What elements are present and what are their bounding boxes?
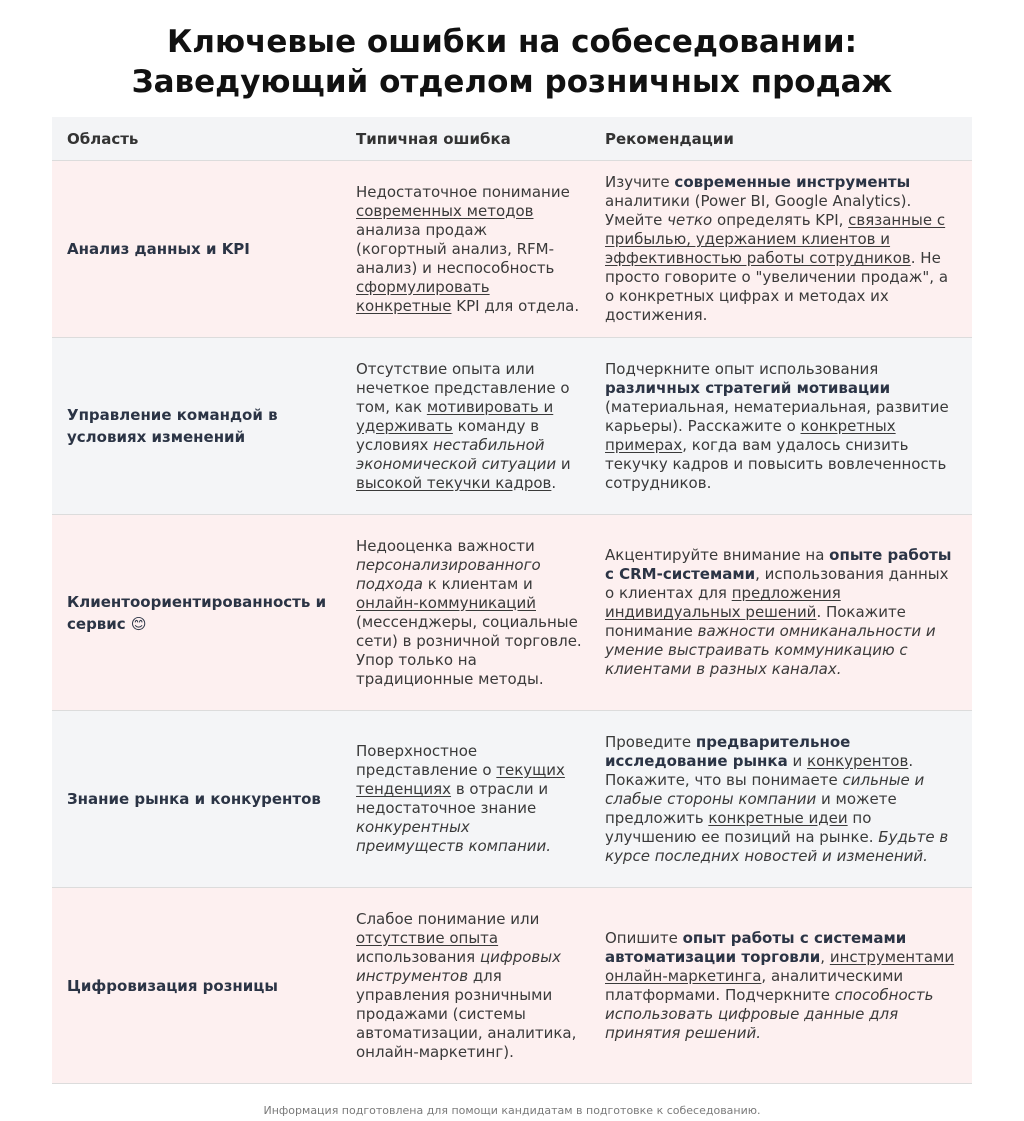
text-segment: , использования данных о клиентах для [605,565,949,602]
text-segment: сильные и слабые стороны компании [605,770,925,808]
text-segment: Опишите [605,928,683,947]
text-segment: отсутствие опыта [356,928,499,947]
text-segment: сформулировать конкретные [356,277,490,315]
text-segment: связанные с прибылью, удержанием клиентов и эффективностью работы сотрудников [605,211,946,267]
text-segment: Поверхностное представление о [356,742,497,779]
text-segment: современных методов [356,201,534,220]
table-row [52,711,972,888]
text-segment: и [787,751,808,770]
row-error [341,338,590,515]
text-segment: цифровых инструментов [356,947,561,985]
text-segment: конкурентных преимуществ компании. [356,818,552,855]
text-segment: персонализированного подхода [356,555,541,593]
text-segment: современные инструменты [674,173,911,191]
text-segment: способность использовать цифровые данные для принятия решений. [605,985,934,1042]
text-segment: онлайн-коммуникаций [356,593,536,612]
table-row [52,338,972,515]
row-error [341,888,590,1084]
text-segment: конкретных примерах [605,416,896,454]
text-segment: для управления розничными продажами (системы автоматизации, аналитика, онлайн-маркетинг). [356,966,577,1061]
row-area: Управление командой в условиях изменений [52,338,341,515]
text-segment: четко [667,211,713,229]
text-segment: по улучшению ее позиций на рынке. [605,808,879,846]
text-segment: Слабое понимание или [356,909,540,928]
text-segment: Недостаточное понимание [356,182,570,201]
text-segment: Акцентируйте внимание на [605,546,830,564]
text-segment: Подчеркните опыт использования [605,359,879,378]
table-header-row [52,117,972,161]
mistakes-table [52,117,972,1084]
text-segment: KPI для отдела. [451,296,580,315]
row-area: Клиентоориентированность и сервис 😊 [52,515,341,711]
row-error [341,515,590,711]
row-recommendation [590,338,972,515]
text-segment: конкретные идеи [708,808,848,827]
text-segment: . [551,473,557,492]
text-segment: Изучите [605,173,675,191]
text-segment: важности омниканальности и умение выстраивать коммуникацию с клиентами в разных каналах. [605,622,936,678]
text-segment: Отсутствие опыта или нечеткое представление о том, как [356,359,570,416]
row-recommendation [590,515,972,711]
page-title-line-1: Ключевые ошибки на собеседовании: [166,24,858,60]
row-area: Анализ данных и KPI [52,161,341,338]
text-segment: анализа продаж (когортный анализ, RFM-анализ) и неспособность [356,220,555,277]
page-title-line-2: Заведующий отделом розничных продаж [131,64,893,100]
row-error [341,711,590,888]
row-recommendation [590,711,972,888]
text-segment: нестабильной экономической ситуации [356,435,557,473]
header-recommendations: Рекомендации [590,117,972,161]
table-row [52,515,972,711]
text-segment: определять KPI, [712,211,849,229]
text-segment: опыте работы с CRM-системами [605,546,952,583]
text-segment: и можете предложить [605,789,897,827]
text-segment: . Не просто говорите о "увеличении продаж", а о конкретных цифрах и методах их достижения. [605,249,949,324]
text-segment: предварительное исследование рынка [605,732,851,770]
text-segment: команду в условиях [356,416,540,454]
text-segment: высокой текучки кадров [356,473,552,492]
footer-note: Информация подготовлена для помощи кандидатам в подготовке к собеседованию. [263,1104,761,1117]
text-segment: использования [356,947,480,966]
table-row [52,161,972,338]
row-area: Знание рынка и конкурентов [52,711,341,888]
row-recommendation [590,888,972,1084]
row-recommendation [590,161,972,338]
text-segment: конкурентов [807,751,909,770]
text-segment: , [820,947,830,966]
text-segment: аналитики (Power BI, Google Analytics). Умейте [605,192,912,229]
text-segment: . Покажите понимание [605,603,906,640]
table-row [52,888,972,1084]
text-segment: (материальная, нематериальная, развитие карьеры). Расскажите о [605,397,949,435]
text-segment: Проведите [605,732,696,751]
text-segment: различных стратегий мотивации [605,378,891,397]
header-area: Область [52,117,341,161]
text-segment: текущих тенденциях [356,761,565,798]
text-segment: и [556,454,571,473]
page-title [0,0,1024,102]
text-segment: мотивировать и удерживать [356,397,554,435]
header-typical-error: Типичная ошибка [341,117,590,161]
text-segment: в отрасли и недостаточное знание [356,780,549,817]
text-segment: . Покажите, что вы понимаете [605,751,914,789]
text-segment: опыт работы с системами автоматизации торговли [605,928,907,966]
row-area: Цифровизация розницы [52,888,341,1084]
row-error [341,161,590,338]
text-segment: к клиентам и [422,574,533,593]
text-segment: (мессенджеры, социальные сети) в розничной торговле. Упор только на традиционные методы. [356,612,582,688]
text-segment: Недооценка важности [356,536,535,555]
text-segment: предложения индивидуальных решений [605,584,841,621]
text-segment: Будьте в курсе последних новостей и изменений. [605,827,949,865]
text-segment: , когда вам удалось снизить текучку кадров и повысить вовлеченность сотрудников. [605,435,947,492]
text-segment: инструментами онлайн-маркетинга [605,947,955,985]
text-segment: , аналитическими платформами. Подчеркните [605,966,904,1004]
